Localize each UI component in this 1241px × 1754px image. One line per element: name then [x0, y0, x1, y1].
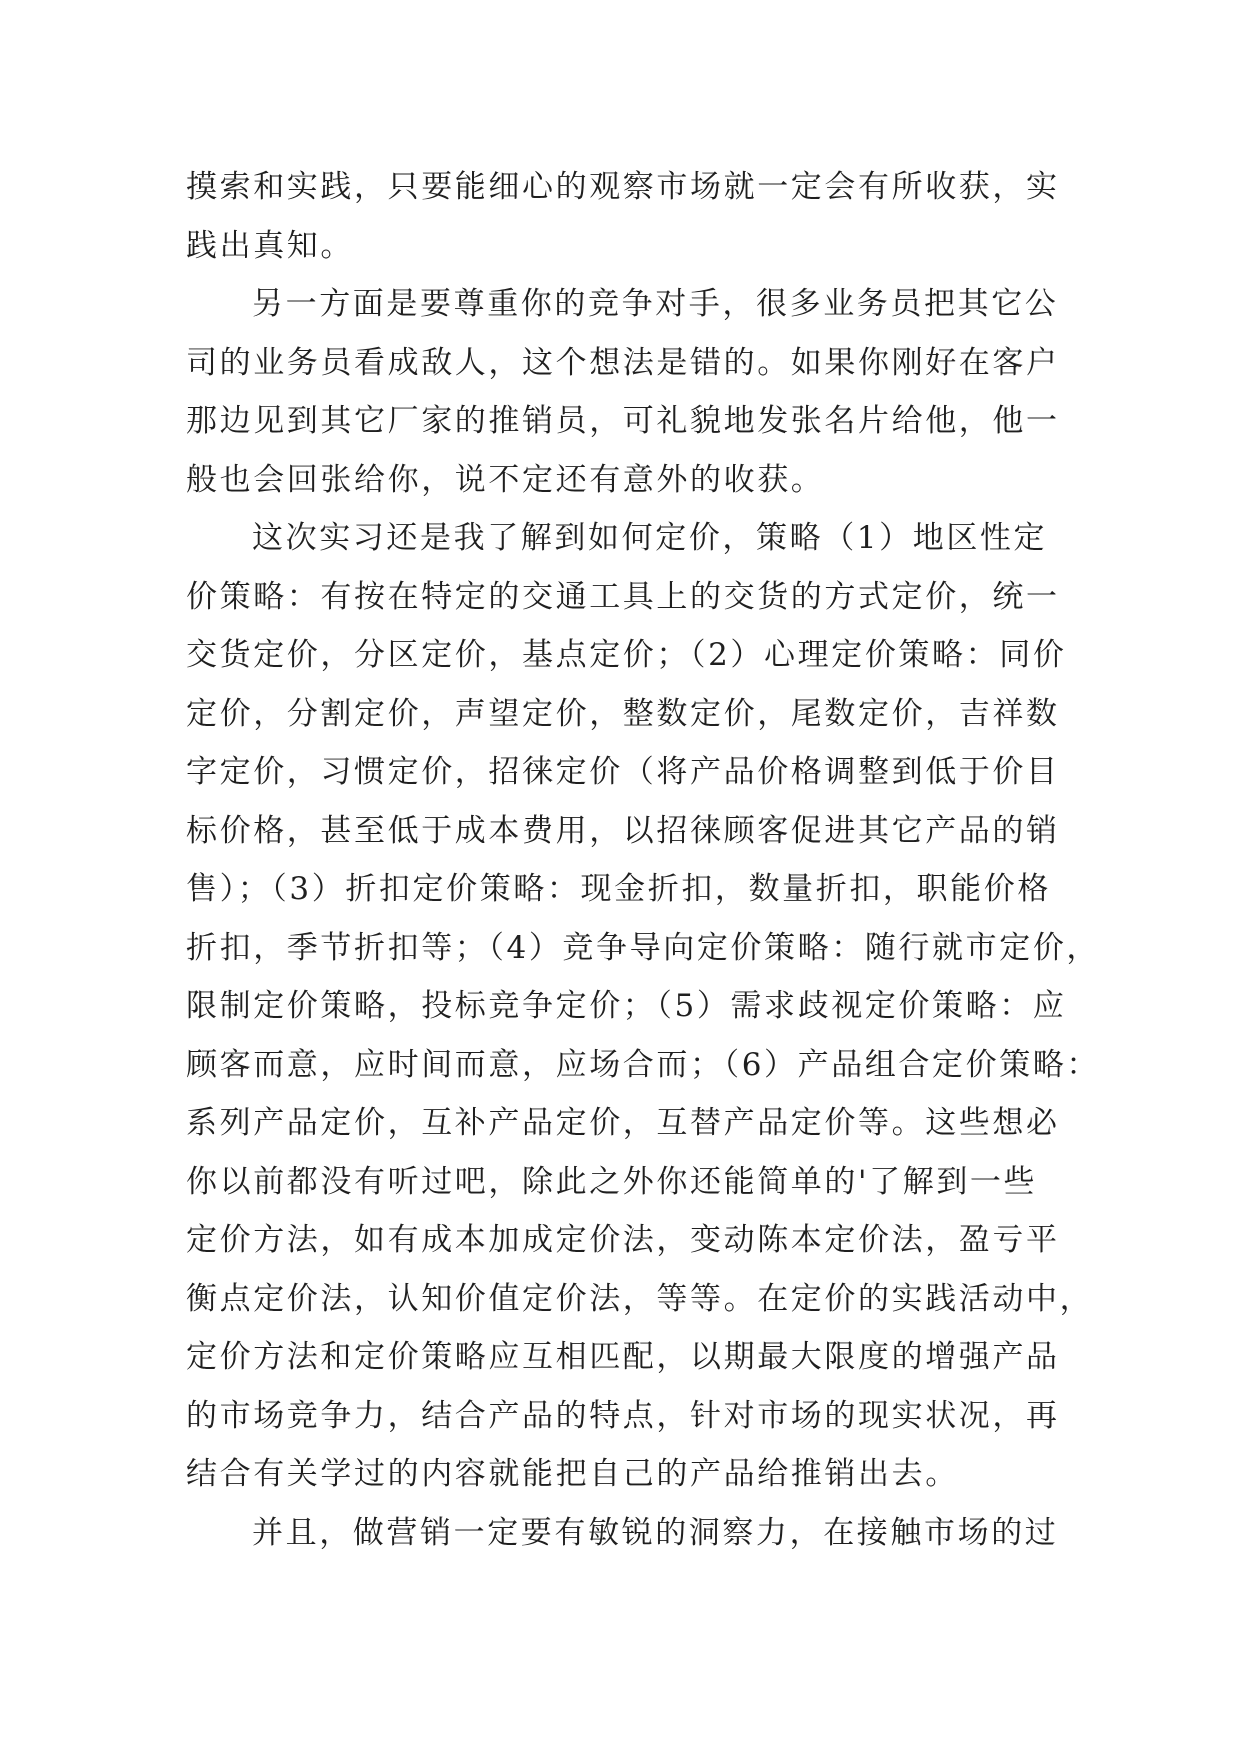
text-line: 标价格，甚至低于成本费用，以招徕顾客促进其它产品的销	[186, 812, 1060, 849]
text-line: 结合有关学过的内容就能把自己的产品给推销出去。	[186, 1456, 959, 1492]
text-line: 定价，分割定价，声望定价，整数定价，尾数定价，吉祥数	[186, 695, 1060, 732]
text-line: 系列产品定价，互补产品定价，互替产品定价等。这些想必	[186, 1105, 1060, 1141]
paragraph-first-line: 另一方面是要尊重你的竞争对手，很多业务员把其它公	[252, 286, 1059, 322]
text-line: 那边见到其它厂家的推销员，可礼貌地发张名片给他，他一	[186, 403, 1060, 439]
text-line: 限制定价策略，投标竞争定价；（5）需求歧视定价策略：应	[186, 988, 1067, 1024]
text-line: 定价方法，如有成本加成定价法，变动陈本定价法，盈亏平	[186, 1222, 1060, 1258]
text-line: 衡点定价法，认知价值定价法，等等。在定价的实践活动中，	[186, 1280, 1094, 1317]
paragraph-first-line: 这次实习还是我了解到如何定价，策略（1）地区性定	[252, 520, 1048, 556]
text-line: 的市场竞争力，结合产品的特点，针对市场的现实状况，再	[186, 1397, 1060, 1434]
text-line: 你以前都没有听过吧，除此之外你还能简单的'了解到一些	[186, 1163, 1038, 1200]
text-line: 般也会回张给你，说不定还有意外的收获。	[186, 461, 825, 498]
text-line: 顾客而意，应时间而意，应场合而；（6）产品组合定价策略：	[186, 1046, 1101, 1083]
document-body	[186, 158, 1101, 1562]
text-line: 交货定价，分区定价，基点定价；（2）心理定价策略：同价	[186, 637, 1067, 673]
paragraph-first-line: 并且，做营销一定要有敏锐的洞察力，在接触市场的过	[252, 1514, 1059, 1551]
text-line: 司的业务员看成敌人，这个想法是错的。如果你刚好在客户	[186, 344, 1060, 381]
text-line: 践出真知。	[186, 227, 354, 264]
text-line: 折扣，季节折扣等；（4）竞争导向定价策略：随行就市定价，	[186, 929, 1101, 966]
text-line: 字定价，习惯定价，招徕定价（将产品价格调整到低于价目	[186, 754, 1060, 790]
text-line: 售）；（3）折扣定价策略：现金折扣，数量折扣，职能价格	[186, 871, 1051, 907]
text-line: 价策略：有按在特定的交通工具上的交货的方式定价，统一	[186, 578, 1060, 615]
text-line: 摸索和实践，只要能细心的观察市场就一定会有所收获，实	[186, 169, 1060, 205]
text-line: 定价方法和定价策略应互相匹配，以期最大限度的增强产品	[186, 1339, 1060, 1375]
